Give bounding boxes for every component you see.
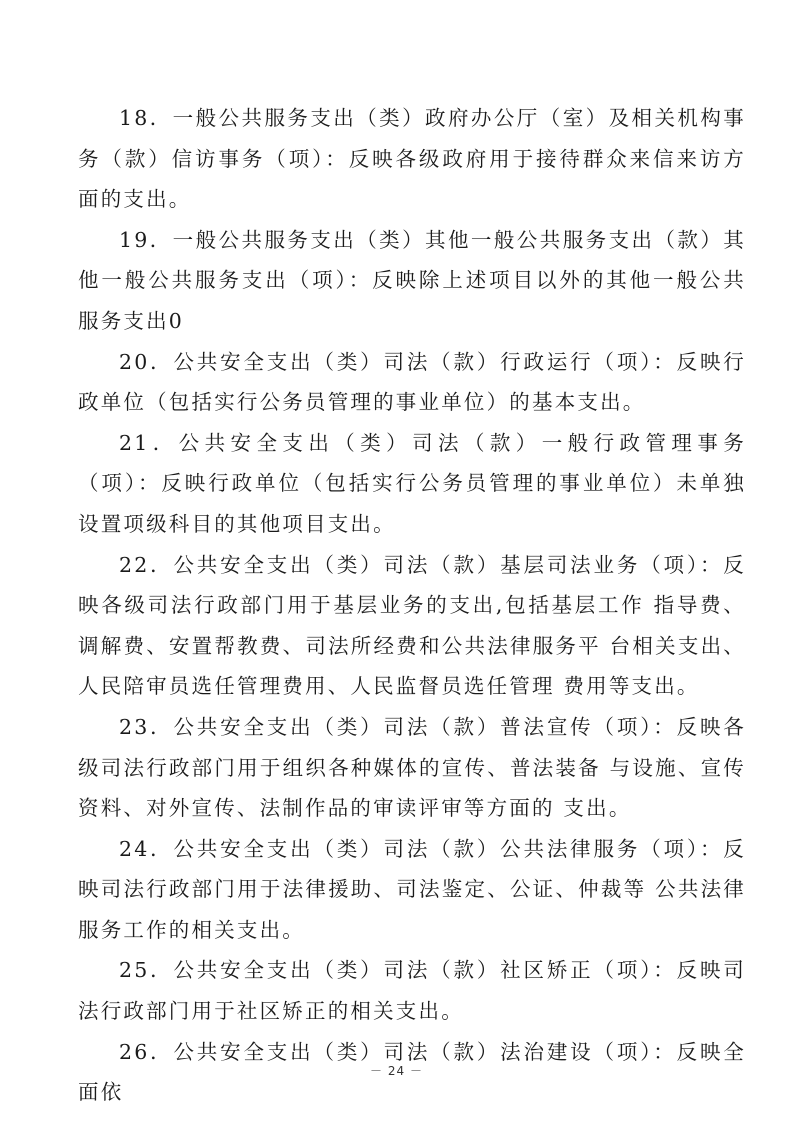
document-body [78, 98, 746, 1113]
paragraph-item-25: 25．公共安全支出（类）司法（款）社区矫正（项）：反映司法行政部门用于社区矫正的相关支出。 [78, 958, 746, 1024]
page-number: － 24 － [370, 1064, 423, 1078]
paragraph-item-19: 19．一般公共服务支出（类）其他一般公共服务支出（款）其他一般公共服务支出（项）：反映除上述项目以外的其他一般公共服务支出0 [78, 227, 746, 333]
paragraph-item-22: 22．公共安全支出（类）司法（款）基层司法业务（项）：反映各级司法行政部门用于基层业务的支出,包括基层工作 指导费、调解费、安置帮教费、司法所经费和公共法律服务平 台相关支出、人民陪审员选任管理费用、人民监督员选任管理 费用等支出。 [78, 552, 746, 699]
paragraph-item-23: 23．公共安全支出（类）司法（款）普法宣传（项）：反映各级司法行政部门用于组织各种媒体的宣传、普法装备 与设施、宣传资料、对外宣传、法制作品的审读评审等方面的 支出。 [78, 714, 746, 821]
paragraph-item-20: 20．公共安全支出（类）司法（款）行政运行（项）：反映行政单位（包括实行公务员管理的事业单位）的基本支出。 [78, 349, 746, 415]
paragraph-item-18: 18．一般公共服务支出（类）政府办公厅（室）及相关机构事务（款）信访事务（项）：反映各级政府用于接待群众来信来访方面的支出。 [78, 106, 746, 212]
paragraph-item-24: 24．公共安全支出（类）司法（款）公共法律服务（项）：反映司法行政部门用于法律援助、司法鉴定、公证、仲裁等 公共法律服务工作的相关支出。 [78, 836, 746, 942]
paragraph-item-26: 26．公共安全支出（类）司法（款）法治建设（项）：反映全面依 [78, 1039, 746, 1105]
paragraph-item-21: 21．公共安全支出（类）司法（款）一般行政管理事务（项）：反映行政单位（包括实行公务员管理的事业单位）未单独 设置项级科目的其他项目支出。 [78, 430, 746, 536]
